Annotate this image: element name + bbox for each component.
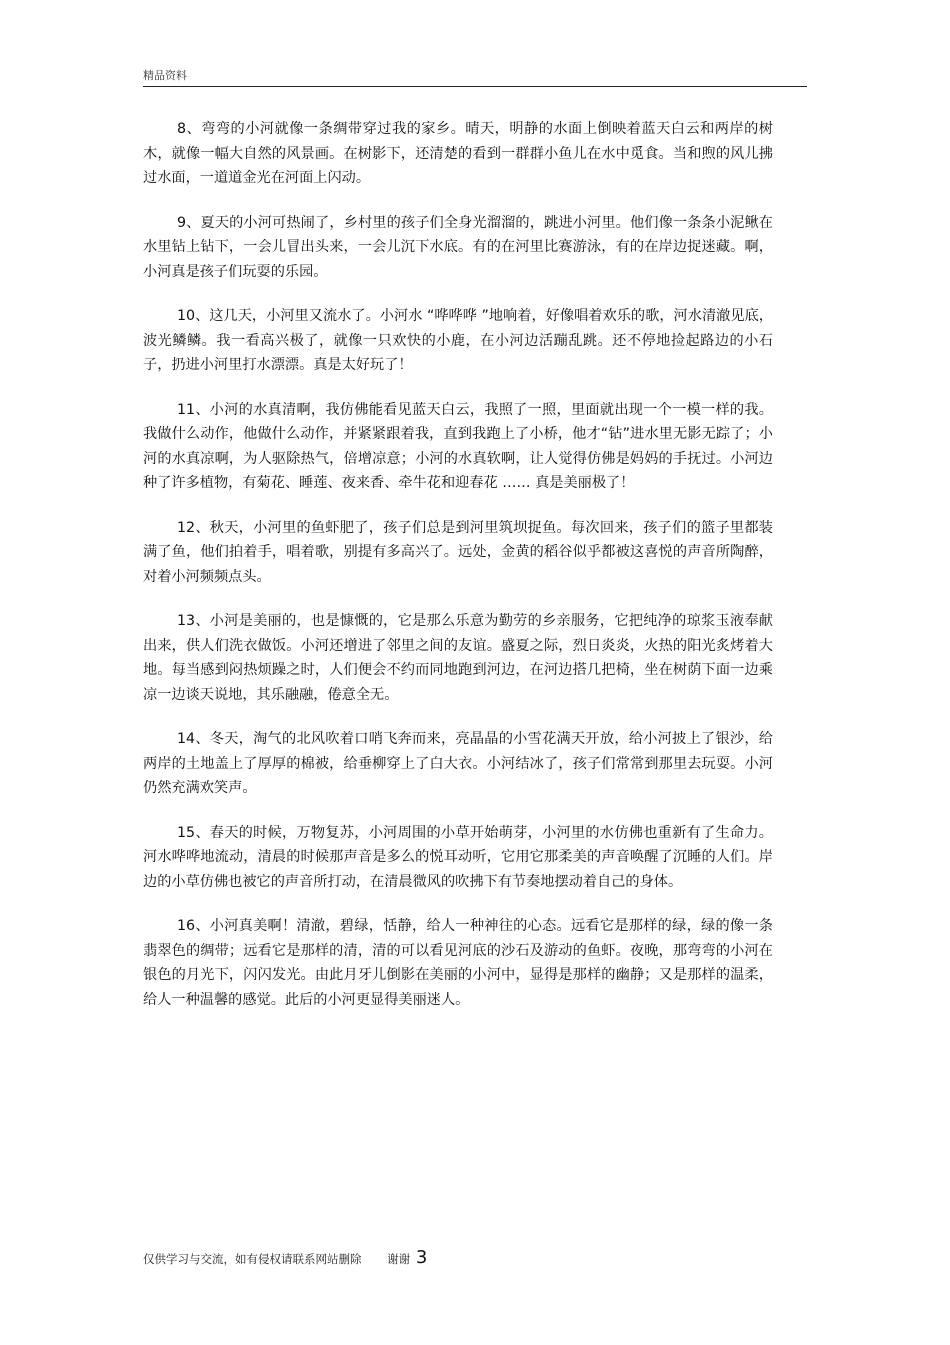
paragraph-11: 11、小河的水真清啊，我仿佛能看见蓝天白云，我照了一照，里面就出现一个一模一样的我。我做什么动作，他做什么动作，并紧紧跟着我，直到我跑上了小桥，他才“钻”进水里无影无踪了；小河的水真凉啊，为人驱除热气，倍增凉意；小河的水真软啊，让人觉得仿佛是妈妈的手抚过。小河边种了许多植物，有菊花、睡莲、夜来香、牵牛花和迎春花 …… 真是美丽极了！ xyxy=(143,401,773,491)
paragraph-16: 16、小河真美啊！清澈，碧绿，恬静，给人一种神往的心态。远看它是那样的绿，绿的像一条翡翠色的绸带；远看它是那样的清，清的可以看见河底的沙石及游动的鱼虾。夜晚，那弯弯的小河在银色的月光下，闪闪发光。由此月牙儿倒影在美丽的小河中，显得是那样的幽静；又是那样的温柔，给人一种温馨的感觉。此后的小河更显得美丽迷人。 xyxy=(143,918,773,1008)
page-number: 3 xyxy=(415,1247,428,1268)
paragraph-15: 15、春天的时候，万物复苏，小河周围的小草开始萌芽，小河里的水仿佛也重新有了生命力。河水哗哗地流动，清晨的时候那声音是多么的悦耳动听，它用它那柔美的声音唤醒了沉睡的人们。岸边的小草仿佛也被它的声音所打动，在清晨微风的吹拂下有节奏地摆动着自己的身体。 xyxy=(143,824,773,890)
paragraph-14: 14、冬天，淘气的北风吹着口哨飞奔而来，亮晶晶的小雪花满天开放，给小河披上了银沙，给两岸的土地盖上了厚厚的棉被，给垂柳穿上了白大衣。小河结冰了，孩子们常常到那里去玩耍。小河仍然充满欢笑声。 xyxy=(143,731,773,796)
footer-thanks: 谢谢 xyxy=(387,1252,411,1266)
paragraph-10: 10、这几天，小河里又流水了。小河水 “哗哗哗 ”地响着，好像唱着欢乐的歌，河水清澈见底，波光鳞鳞。我一看高兴极了，就像一只欢快的小鹿，在小河边活蹦乱跳。还不停地捡起路边的小石子，扔进小河里打水漂漂。真是太好玩了！ xyxy=(143,308,773,373)
paragraph-8: 8、弯弯的小河就像一条绸带穿过我的家乡。晴天，明静的水面上倒映着蓝天白云和两岸的树木，就像一幅大自然的风景画。在树影下，还清楚的看到一群群小鱼儿在水中觅食。当和煦的风儿拂过水面，一道道金光在河面上闪动。 xyxy=(143,121,773,186)
paragraph-13: 13、小河是美丽的，也是慷慨的，它是那么乐意为勤劳的乡亲服务，它把纯净的琼浆玉液奉献出来，供人们洗衣做饭。小河还增进了邻里之间的友谊。盛夏之际，烈日炎炎，火热的阳光炙烤着大地。每当感到闷热烦躁之时，人们便会不约而同地跑到河边，在河边搭几把椅，坐在树荫下面一边乘凉一边谈天说地，其乐融融，倦意全无。 xyxy=(143,613,773,703)
header-divider xyxy=(143,86,807,87)
paragraph-12: 12、秋天，小河里的鱼虾肥了，孩子们总是到河里筑坝捉鱼。每次回来，孩子们的篮子里都装满了鱼，他们拍着手，唱着歌，别提有多高兴了。远处，金黄的稻谷似乎都被这喜悦的声音所陶醉，对着小河频频点头。 xyxy=(143,519,773,585)
page-footer xyxy=(143,1247,427,1268)
document-body xyxy=(143,117,773,1032)
footer-notice: 仅供学习与交流，如有侵权请联系网站删除 xyxy=(143,1252,362,1266)
paragraph-9: 9、夏天的小河可热闹了，乡村里的孩子们全身光溜溜的，跳进小河里。他们像一条条小泥鳅在水里钻上钻下，一会儿冒出头来，一会儿沉下水底。有的在河里比赛游泳，有的在岸边捉迷藏。啊，小河真是孩子们玩耍的乐园。 xyxy=(143,214,773,280)
header-label: 精品资料 xyxy=(143,69,187,82)
